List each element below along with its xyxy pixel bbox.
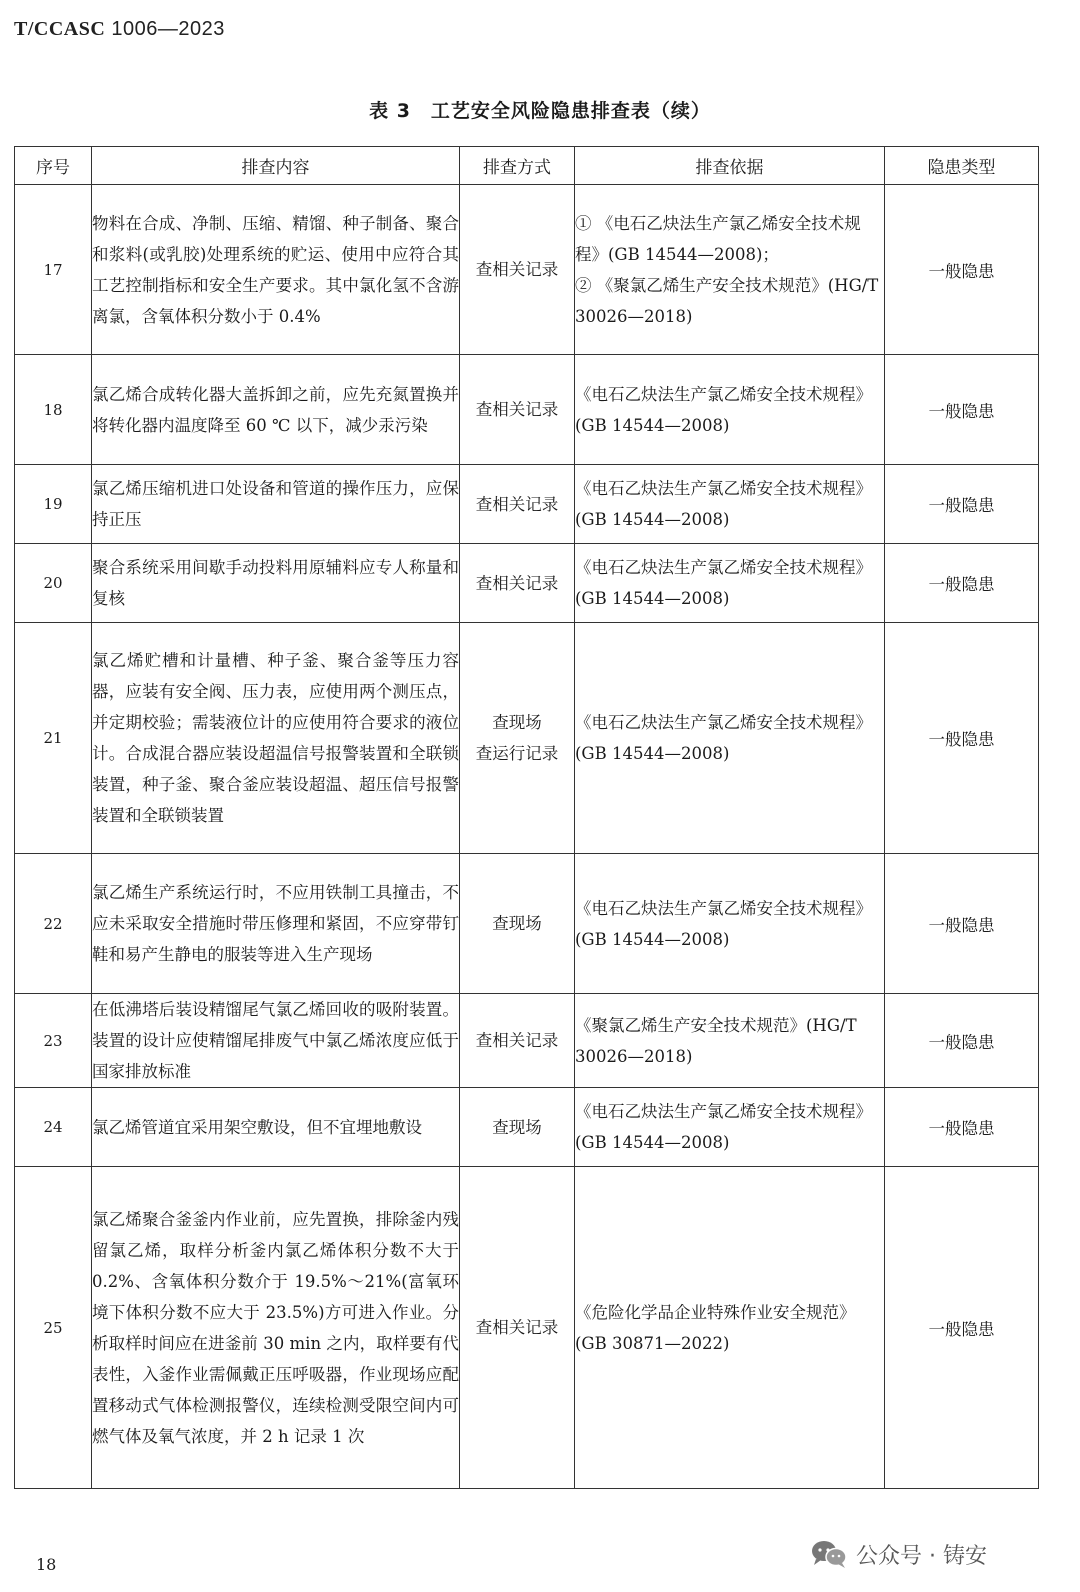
cell-content: 氯乙烯生产系统运行时，不应用铁制工具撞击，不应未采取安全措施时带压修理和紧固，不应穿带钉鞋和易产生静电的服装等进入生产现场 (92, 854, 460, 994)
cell-type: 一般隐患 (885, 1088, 1039, 1167)
method-line: 查现场 (492, 914, 542, 933)
cell-seq: 22 (15, 854, 92, 994)
cell-content: 氯乙烯合成转化器大盖拆卸之前，应先充氮置换并将转化器内温度降至 60 ℃ 以下，减少汞污染 (92, 355, 460, 465)
method-line: 查相关记录 (475, 260, 559, 279)
basis-item: 《电石乙炔法生产氯乙烯安全技术规程》(GB 14544—2008) (575, 713, 872, 763)
method-line: 查相关记录 (475, 400, 559, 419)
cell-method (460, 1167, 575, 1489)
cell-method (460, 355, 575, 465)
basis-item: 《危险化学品企业特殊作业安全规范》(GB 30871—2022) (575, 1302, 856, 1353)
table-header-row (15, 147, 1039, 185)
table-row (15, 544, 1039, 623)
basis-item: 《聚氯乙烯生产安全技术规范》(HG/T 30026—2018) (575, 1015, 857, 1066)
cell-content: 氯乙烯贮槽和计量槽、种子釜、聚合釜等压力容器，应装有安全阀、压力表，应使用两个测压点，并定期校验；需装液位计的应使用符合要求的液位计。合成混合器应装设超温信号报警装置和全联锁装置，种子釜、聚合釜应装设超温、超压信号报警装置和全联锁装置 (92, 623, 460, 854)
cell-type: 一般隐患 (885, 994, 1039, 1088)
method-line: 查相关记录 (475, 573, 559, 593)
table-row (15, 994, 1039, 1088)
inspection-table (14, 146, 1039, 1489)
cell-seq: 25 (15, 1167, 92, 1489)
cell-content: 在低沸塔后装设精馏尾气氯乙烯回收的吸附装置。装置的设计应使精馏尾排废气中氯乙烯浓度应低于国家排放标准 (92, 994, 460, 1088)
column-header-basis: 排查依据 (575, 147, 885, 185)
basis-item: ② 《聚氯乙烯生产安全技术规范》(HG/T 30026—2018) (575, 275, 879, 326)
wechat-icon (810, 1539, 848, 1569)
cell-seq: 18 (15, 355, 92, 465)
cell-content: 氯乙烯管道宜采用架空敷设，但不宜埋地敷设 (92, 1088, 460, 1167)
cell-basis (575, 355, 885, 465)
cell-basis (575, 544, 885, 623)
column-header-seq: 序号 (15, 147, 92, 185)
basis-item: 《电石乙炔法生产氯乙烯安全技术规程》(GB 14544—2008) (575, 479, 872, 529)
cell-method (460, 185, 575, 355)
method-line: 查相关记录 (475, 1318, 559, 1337)
cell-type: 一般隐患 (885, 465, 1039, 544)
watermark (810, 1536, 987, 1572)
cell-basis (575, 1167, 885, 1489)
cell-method (460, 465, 575, 544)
table-row (15, 1167, 1039, 1489)
table-row (15, 465, 1039, 544)
cell-content: 聚合系统采用间歇手动投料用原辅料应专人称量和复核 (92, 544, 460, 623)
cell-basis (575, 1088, 885, 1167)
column-header-content: 排查内容 (92, 147, 460, 185)
cell-method (460, 1088, 575, 1167)
cell-method (460, 623, 575, 854)
cell-type: 一般隐患 (885, 355, 1039, 465)
standard-code: 1006—2023 (111, 18, 225, 40)
document-header (14, 18, 225, 41)
cell-basis (575, 185, 885, 355)
page-number: 18 (36, 1555, 57, 1574)
cell-method (460, 854, 575, 994)
cell-seq: 21 (15, 623, 92, 854)
cell-content: 氯乙烯压缩机进口处设备和管道的操作压力，应保持正压 (92, 465, 460, 544)
basis-item: 《电石乙炔法生产氯乙烯安全技术规程》(GB 14544—2008) (575, 898, 872, 949)
cell-seq: 19 (15, 465, 92, 544)
cell-type: 一般隐患 (885, 1167, 1039, 1489)
cell-basis (575, 854, 885, 994)
table-row (15, 623, 1039, 854)
cell-type: 一般隐患 (885, 544, 1039, 623)
method-line: 查运行记录 (475, 744, 559, 763)
cell-type: 一般隐患 (885, 623, 1039, 854)
cell-seq: 20 (15, 544, 92, 623)
cell-content: 物料在合成、净制、压缩、精馏、种子制备、聚合和浆料(或乳胶)处理系统的贮运、使用中应符合其工艺控制指标和安全生产要求。其中氯化氢不含游离氯，含氧体积分数小于 0.4% (92, 185, 460, 355)
column-header-type: 隐患类型 (885, 147, 1039, 185)
cell-type: 一般隐患 (885, 854, 1039, 994)
cell-seq: 24 (15, 1088, 92, 1167)
method-line: 查相关记录 (475, 494, 559, 514)
table-row (15, 185, 1039, 355)
basis-item: 《电石乙炔法生产氯乙烯安全技术规程》(GB 14544—2008) (575, 558, 872, 608)
watermark-text: 公众号 · 铸安 (856, 1543, 987, 1569)
table-row (15, 854, 1039, 994)
method-line: 查现场 (492, 1117, 542, 1137)
basis-item: 《电石乙炔法生产氯乙烯安全技术规程》(GB 14544—2008) (575, 384, 872, 435)
cell-basis (575, 994, 885, 1088)
table-title: 表 3 工艺安全风险隐患排查表（续） (369, 100, 711, 122)
table-body (15, 185, 1039, 1489)
table-row (15, 1088, 1039, 1167)
method-line: 查相关记录 (475, 1031, 559, 1050)
cell-method (460, 544, 575, 623)
method-line: 查现场 (492, 713, 542, 732)
basis-item: ① 《电石乙炔法生产氯乙烯安全技术规程》(GB 14544—2008)； (575, 213, 861, 264)
column-header-method: 排查方式 (460, 147, 575, 185)
cell-basis (575, 623, 885, 854)
cell-seq: 23 (15, 994, 92, 1088)
cell-method (460, 994, 575, 1088)
basis-item: 《电石乙炔法生产氯乙烯安全技术规程》(GB 14544—2008) (575, 1102, 872, 1152)
cell-seq: 17 (15, 185, 92, 355)
table-row (15, 355, 1039, 465)
cell-type: 一般隐患 (885, 185, 1039, 355)
cell-content: 氯乙烯聚合釜釜内作业前，应先置换，排除釜内残留氯乙烯，取样分析釜内氯乙烯体积分数不大于 0.2%、含氧体积分数介于 19.5%～21%(富氧环境下体积分数不应大于 23.5%)方可进入作业。分析取样时间应在进釜前 30 min 之内，取样要有代表性，入釜作业需佩戴正压呼吸器，作业现场应配置移动式气体检测报警仪，连续检测受限空间内可燃气体及氧气浓度，并 2 h 记录 1 次 (92, 1167, 460, 1489)
cell-basis (575, 465, 885, 544)
standard-org: T/CCASC (14, 18, 106, 40)
